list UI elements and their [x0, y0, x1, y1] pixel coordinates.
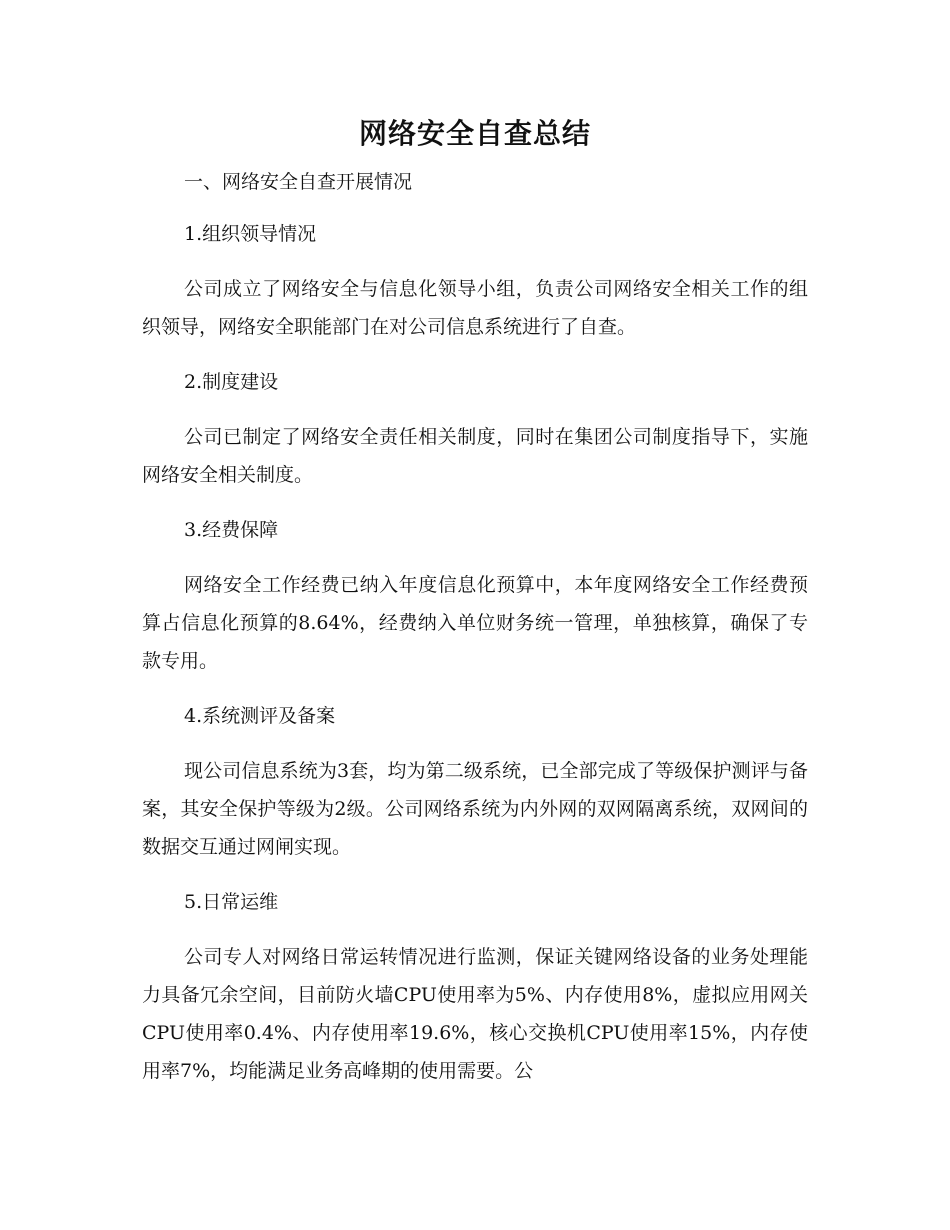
item-body-4: 现公司信息系统为3套，均为第二级系统，已全部完成了等级保护测评与备案，其安全保护等级为2级。公司网络系统为内外网的双网隔离系统，双网间的数据交互通过网闸实现。 [142, 760, 808, 858]
spacer [142, 346, 808, 366]
item-body-1: 公司成立了网络安全与信息化领导小组，负责公司网络安全相关工作的组织领导，网络安全职能部门在对公司信息系统进行了自查。 [142, 278, 808, 338]
item-heading-5: 5.日常运维 [184, 891, 279, 913]
spacer [142, 866, 808, 886]
spacer [142, 680, 808, 700]
spacer [142, 494, 808, 514]
item-heading-4: 4.系统测评及备案 [184, 705, 336, 727]
item-body-2: 公司已制定了网络安全责任相关制度，同时在集团公司制度指导下，实施网络安全相关制度。 [142, 426, 808, 486]
spacer [142, 546, 808, 566]
item-heading-1: 1.组织领导情况 [184, 223, 317, 245]
document-title: 网络安全自查总结 [358, 117, 591, 150]
spacer [142, 156, 808, 166]
item-body-3: 网络安全工作经费已纳入年度信息化预算中，本年度网络安全工作经费预算占信息化预算的8.64%，经费纳入单位财务统一管理，单独核算，确保了专款专用。 [142, 574, 808, 672]
item-body-5: 公司专人对网络日常运转情况进行监测，保证关键网络设备的业务处理能力具备冗余空间，目前防火墙CPU使用率为5%、内存使用8%，虚拟应用网关CPU使用率0.4%、内存使用率19.6%，核心交换机CPU使用率15%，内存使用率7%，均能满足业务高峰期的使用需要。公 [142, 946, 808, 1082]
document-page [142, 112, 808, 1090]
spacer [142, 732, 808, 752]
spacer [142, 398, 808, 418]
section-heading: 一、网络安全自查开展情况 [184, 171, 413, 193]
spacer [142, 198, 808, 218]
spacer [142, 250, 808, 270]
item-heading-2: 2.制度建设 [184, 371, 279, 393]
item-heading-3: 3.经费保障 [184, 519, 279, 541]
spacer [142, 918, 808, 938]
